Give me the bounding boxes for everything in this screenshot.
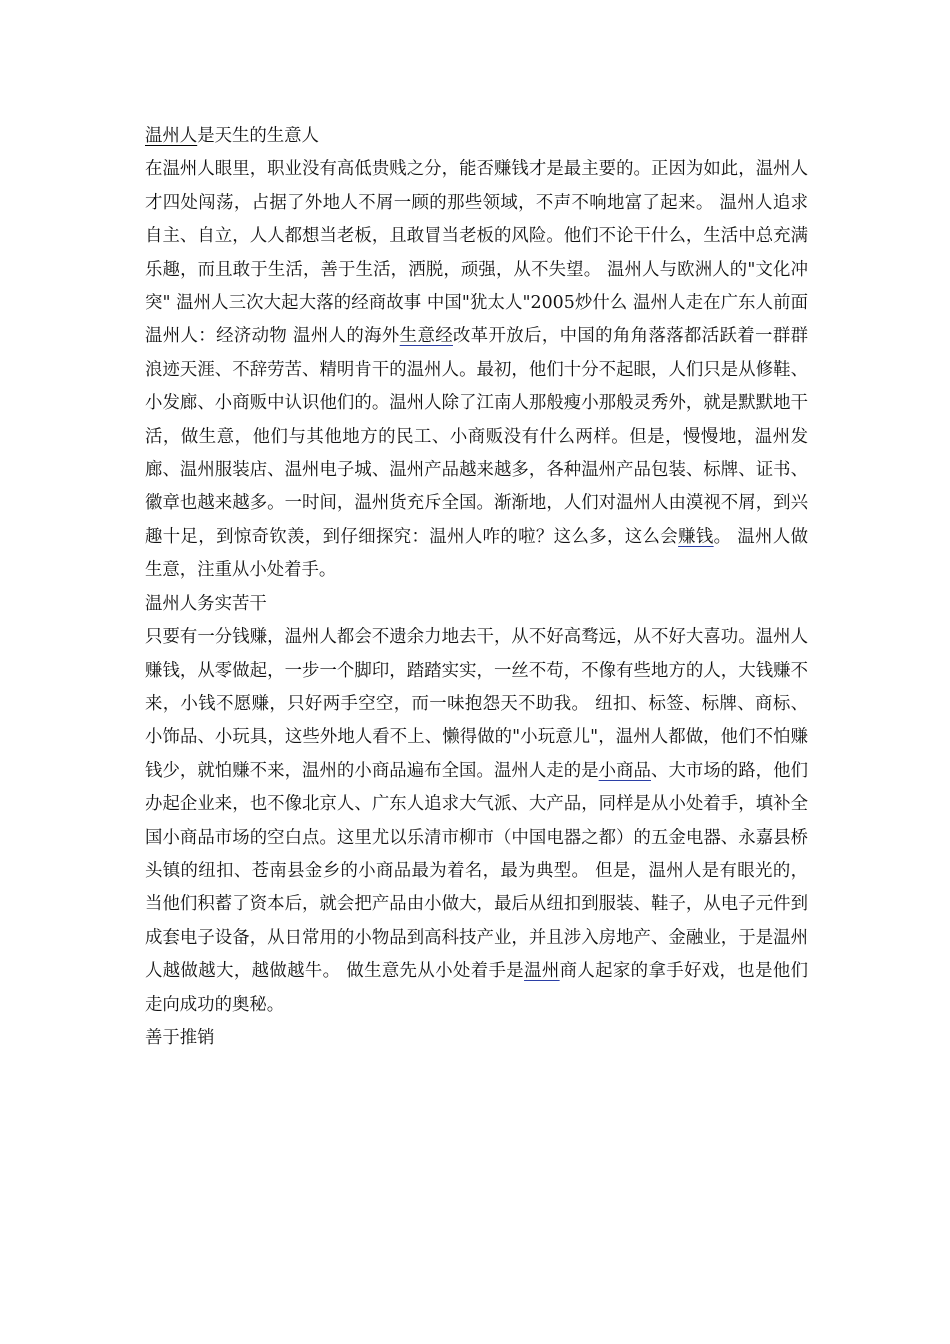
- paragraph-1: [145, 153, 808, 587]
- link-wenzhou[interactable]: 温州: [524, 961, 560, 982]
- paragraph-text: 、大市场的路，他们办起企业来，也不像北京人、广东人追求大气派、大产品，同样是从小处着手，填补全国小商品市场的空白点。这里尤以乐清市柳市（中国电器之都）的五金电器、永嘉县桥头镇的纽扣、苍南县金乡的小商品最为着名，最为典型。 但是，温州人是有眼光的，当他们积蓄了资本后，就会把产品由小做大，最后从纽扣到服装、鞋子，从电子元件到成套电子设备，从日常用的小物品到高科技产业，并且涉入房地产、金融业，于是温州人越做越大，越做越牛。 做生意先从小处着手是: [145, 760, 808, 982]
- section-heading-3: 善于推销: [145, 1027, 215, 1048]
- paragraph-text: 改革开放后，中国的角角落落都活跃着一群群浪迹天涯、不辞劳苦、精明肯干的温州人。最初，他们十分不起眼，人们只是从修鞋、小发廊、小商贩中认识他们的。温州人除了江南人那般瘦小那般灵秀外，就是默默地干活，做生意，他们与其他地方的民工、小商贩没有什么两样。但是，慢慢地，温州发廊、温州服装店、温州电子城、温州产品越来越多，各种温州产品包装、标牌、证书、徽章也越来越多。一时间，温州货充斥全国。渐渐地，人们对温州人由漠视不屑，到兴趣十足，到惊奇钦羡，到仔细探究：温州人咋的啦？这么多，这么会: [145, 326, 808, 547]
- section-heading-2: 温州人务实苦干: [145, 593, 267, 614]
- link-shengyijing[interactable]: 生意经: [399, 326, 453, 347]
- link-zhuanqian[interactable]: 赚钱: [678, 526, 714, 547]
- heading-text: 是天生的生意人: [197, 126, 319, 146]
- paragraph-text: 在温州人眼里，职业没有高低贵贱之分，能否赚钱才是最主要的。正因为如此，温州人才四处闯荡，占据了外地人不屑一顾的那些领域，不声不响地富了起来。 温州人追求自主、自立，人人都想当老板，且敢冒当老板的风险。他们不论干什么，生活中总充满乐趣，而且敢于生活，善于生活，洒脱，顽强，从不失望。 温州人与欧洲人的"文化冲突" 温州人三次大起大落的经商故事 中国"犹太人"2005炒什么 温州人走在广东人前面 温州人：经济动物 温州人的海外: [145, 159, 808, 347]
- paragraph-2: [145, 621, 808, 1022]
- paragraph-text: 。 温州人做生意，注重从小处着手。: [145, 526, 808, 581]
- section-heading-1: [145, 120, 808, 153]
- paragraph-text: 商人起家的拿手好戏，也是他们走向成功的奥秘。: [145, 961, 808, 1015]
- link-xiaoshangpin[interactable]: 小商品: [598, 760, 651, 781]
- document-page: [145, 120, 808, 1055]
- heading-underlined-text: 温州人: [145, 126, 198, 146]
- paragraph-text: 只要有一分钱赚，温州人都会不遗余力地去干，从不好高骛远，从不好大喜功。温州人赚钱，从零做起，一步一个脚印，踏踏实实，一丝不苟，不像有些地方的人，大钱赚不来，小钱不愿赚，只好两手空空，而一味抱怨天不助我。 纽扣、标签、标牌、商标、小饰品、小玩具，这些外地人看不上、懒得做的"小玩意儿"，温州人都做，他们不怕赚钱少，就怕赚不来，温州的小商品遍布全国。温州人走的是: [145, 627, 808, 781]
